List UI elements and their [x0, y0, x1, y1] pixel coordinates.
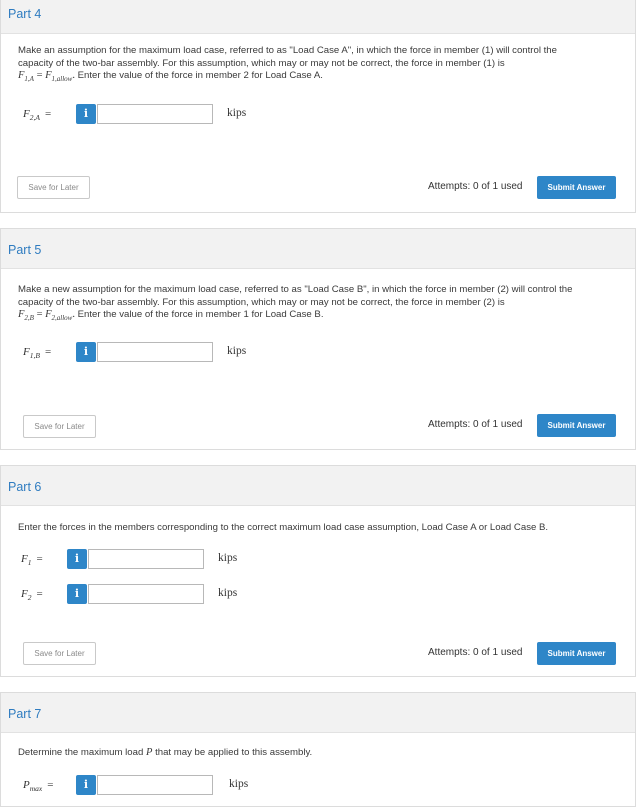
- part-6-title: Part 6: [8, 480, 42, 494]
- part-6-f2-info-icon[interactable]: i: [67, 584, 87, 604]
- part-6-text-line1: Enter the forces in the members corresponding to the correct maximum load case assumption, Load Case A or Load Case B.: [18, 522, 549, 533]
- part-5-title: Part 5: [8, 243, 42, 257]
- part-4-text-line2: capacity of the two-bar assembly. For this assumption, which may or may not be correct, the force in member (1) is: [18, 57, 505, 69]
- part-7-text-variable: P: [145, 747, 153, 758]
- part-5-answer-row: [18, 342, 278, 364]
- part-4-unit-label: kips: [227, 107, 247, 119]
- part-7-text-end: that may be applied to this assembly.: [155, 747, 313, 758]
- part-6-save-for-later-button[interactable]: Save for Later: [23, 642, 96, 665]
- part-4-title: Part 4: [8, 7, 42, 21]
- part-6-f1-info-icon[interactable]: i: [67, 549, 87, 569]
- part-5-text-line1: Make a new assumption for the maximum load case, referred to as "Load Case B", in which the force in member (2) will control the: [18, 284, 573, 295]
- part-7-title: Part 7: [8, 707, 42, 721]
- part-5-header: [1, 229, 635, 269]
- part-7-instructions: [18, 747, 618, 760]
- part-4-equation: $F_{1,A} = F_{1,allow}$.: [18, 70, 75, 84]
- part-5-answer-input[interactable]: [97, 342, 213, 362]
- part-4-field-label: $F_{2,A}$ =: [23, 108, 52, 123]
- part-7-field-label: $P_{max}$ =: [23, 779, 54, 794]
- part-7-section: [0, 692, 636, 807]
- part-4-header: [1, 0, 635, 34]
- part-4-attempts-text: Attempts: 0 of 1 used: [428, 181, 523, 192]
- part-7-answer-input[interactable]: [97, 775, 213, 795]
- part-5-save-for-later-button[interactable]: Save for Later: [23, 415, 96, 438]
- part-4-text-line1: Make an assumption for the maximum load case, referred to as "Load Case A", in which the force in member (1) will control the: [18, 45, 557, 56]
- part-7-text-start: Determine the maximum load: [18, 747, 144, 758]
- part-6-header: [1, 466, 635, 506]
- part-4-save-for-later-button[interactable]: Save for Later: [17, 176, 90, 199]
- part-6-section: [0, 465, 636, 677]
- part-7-unit-label: kips: [229, 778, 249, 790]
- part-6-answer-row-f2: [18, 584, 268, 606]
- part-5-attempts-text: Attempts: 0 of 1 used: [428, 419, 523, 430]
- part-6-f2-unit-label: kips: [218, 587, 238, 599]
- part-6-field2-label: $F_2$ =: [21, 588, 43, 603]
- part-6-answer-row-f1: [18, 549, 268, 571]
- part-6-attempts-text: Attempts: 0 of 1 used: [428, 647, 523, 658]
- part-4-instructions: [18, 45, 618, 86]
- part-5-section: [0, 228, 636, 450]
- part-5-text-line3: $F_{2,B} = F_{2,allow}$. Enter the value of the force in member 1 for Load Case B.: [18, 309, 324, 323]
- part-5-field-label: $F_{1,B}$ =: [23, 346, 52, 361]
- part-6-f1-answer-input[interactable]: [88, 549, 204, 569]
- part-7-answer-row: [18, 775, 278, 797]
- part-4-section: [0, 0, 636, 213]
- part-4-text-line3: $F_{1,A} = F_{1,allow}$. Enter the value of the force in member 2 for Load Case A.: [18, 70, 323, 84]
- part-4-submit-answer-button[interactable]: Submit Answer: [537, 176, 616, 199]
- part-6-f1-unit-label: kips: [218, 552, 238, 564]
- part-5-text-line2: capacity of the two-bar assembly. For this assumption, which may or may not be correct, the force in member (2) is: [18, 296, 505, 308]
- part-5-equation: $F_{2,B} = F_{2,allow}$.: [18, 309, 75, 323]
- part-5-info-icon[interactable]: i: [76, 342, 96, 362]
- part-7-info-icon[interactable]: i: [76, 775, 96, 795]
- part-5-unit-label: kips: [227, 345, 247, 357]
- part-7-header: [1, 693, 635, 733]
- part-6-field1-label: $F_1$ =: [21, 553, 43, 568]
- part-4-info-icon[interactable]: i: [76, 104, 96, 124]
- part-4-answer-row: [18, 104, 278, 126]
- part-6-instructions: [18, 522, 618, 535]
- part-4-answer-input[interactable]: [97, 104, 213, 124]
- part-6-f2-answer-input[interactable]: [88, 584, 204, 604]
- part-5-submit-answer-button[interactable]: Submit Answer: [537, 414, 616, 437]
- part-5-instructions: [18, 284, 618, 325]
- part-6-submit-answer-button[interactable]: Submit Answer: [537, 642, 616, 665]
